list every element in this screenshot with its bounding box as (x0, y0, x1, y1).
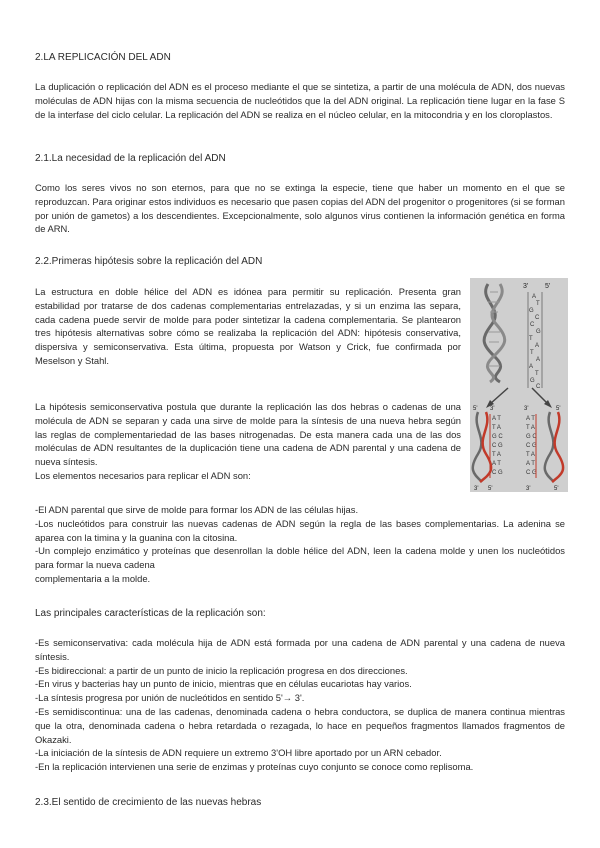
base-letter: T (536, 301, 540, 307)
base-letter: T (529, 336, 533, 342)
characteristics-list (35, 636, 565, 774)
base-letter: T (535, 371, 539, 377)
list-item: -En virus y bacterias hay un punto de inicio, mientras que en células eucariotas hay varios. (35, 678, 412, 690)
section-title-2-1: 2.1.La necesidad de la replicación del ADN (35, 153, 226, 164)
list-item: -Los nucleótidos para construir las nuevas cadenas de ADN según la regla de las bases complementarias. La adenina se aparea con la timina y la guanina con la citosina. (35, 517, 565, 543)
base-pair: T A (492, 425, 501, 431)
right-label-3prime: 3' (524, 406, 529, 412)
list-item: -Un complejo enzimático y proteínas que desenrollan la doble hélice del ADN, leen la cadena molde y unen los nucleótidos para formar la nueva cadena (35, 545, 565, 571)
dna-replication-diagram (470, 278, 568, 492)
list-item: -Es bidireccional: a partir de un punto de inicio la replicación progresa en dos direcciones. (35, 664, 408, 676)
top-label-3prime: 3' (523, 283, 529, 290)
base-letter: A (532, 294, 537, 300)
semiconservative-paragraph (35, 400, 461, 483)
characteristics-intro: Las principales características de la replicación son: (35, 608, 266, 619)
list-item: -La iniciación de la síntesis de ADN requiere un extremo 3'OH libre aportado por un ARN cebador. (35, 747, 442, 759)
right-label-5prime: 5' (556, 406, 561, 412)
section-title-2-2: 2.2.Primeras hipótesis sobre la replicación del ADN (35, 256, 263, 267)
base-pair: C G (526, 470, 537, 476)
base-letter: G (529, 308, 534, 314)
elements-intro: Los elementos necesarios para replicar el ADN son: (35, 469, 251, 481)
base-letter: C (536, 384, 541, 390)
list-item: complementaria a la molde. (35, 572, 151, 584)
base-pair: A T (526, 461, 535, 467)
base-pair: C G (492, 470, 503, 476)
hypotheses-paragraph: La estructura en doble hélice del ADN es idónea para permitir su replicación. Presenta gran estabilidad por tratarse de dos cadenas complementarias entrelazadas, y si un enzima las separa, cada cadena puede servir de molde para poder sintetizar la cadena complementaria. Se plantearon tres hipótesis alternativas sobre cómo se realizaba la replicación del ADN: hipótesis conservativa, dispersiva y semiconservativa. Esta última, propuesta por Watson y Crick, fue confirmada por Meselson y Stahl. (35, 286, 461, 366)
bottom-label: 5' (554, 486, 559, 492)
base-pair: C G (492, 443, 503, 449)
semiconservative-text: La hipótesis semiconservativa postula que durante la replicación las dos hebras o cadenas de una molécula de ADN se separan y cada una sirve de molde para la síntesis de una nueva hebra según las reglas de complementariedad de las bases nitrogenadas. De esta manera cada una de las dos moléculas de ADN resultantes de la duplicación tiene una cadena de ADN parental y una cadena de nueva síntesis. (35, 401, 461, 468)
base-pair: G C (492, 434, 503, 440)
list-item: -El ADN parental que sirve de molde para formar los ADN de las células hijas. (35, 504, 359, 515)
base-letter: C (535, 315, 540, 321)
base-letter: A (536, 357, 541, 363)
base-letter: A (529, 364, 534, 370)
base-letter: G (536, 329, 541, 335)
list-item: -En la replicación intervienen una serie de enzimas y proteínas cuyo conjunto se conoce como replisoma. (35, 761, 474, 773)
figure-background (470, 278, 568, 492)
base-letter: T (530, 350, 534, 356)
base-pair: A T (526, 416, 535, 422)
base-pair: A T (492, 416, 501, 422)
base-pair: T A (526, 425, 535, 431)
base-letter: A (535, 343, 540, 349)
elements-list (35, 503, 565, 586)
list-item: -La síntesis progresa por unión de nucleótidos en sentido 5'→ 3'. (35, 692, 305, 704)
bottom-label: 3' (474, 486, 479, 492)
base-letter: G (530, 378, 535, 384)
bottom-label: 3' (526, 486, 531, 492)
base-letter: C (530, 322, 535, 328)
base-pair: C G (526, 443, 537, 449)
left-label-3prime: 3' (490, 406, 495, 412)
list-item: -Es semidiscontinua: una de las cadenas, denominada cadena o hebra conductora, se duplica de manera continua mientras que la otra, denominada cadena o hebra retardada o rezagada, lo hace en pequeños fragmentos llamados fragmentos de Okazaki. (35, 705, 565, 745)
base-pair: G C (526, 434, 537, 440)
section-title-2-3: 2.3.El sentido de crecimiento de las nuevas hebras (35, 797, 262, 808)
base-pair: T A (526, 452, 535, 458)
intro-paragraph: La duplicación o replicación del ADN es el proceso mediante el que se sintetiza, a partir de una molécula de ADN, dos nuevas moléculas de ADN hijas con la misma secuencia de nucleótidos que la del ADN original. La replicación tiene lugar en la fase S de la interfase del ciclo celular. La replicación del ADN se realiza en el núcleo celular, en la mitocondria y en los cloroplastos. (35, 81, 565, 120)
dna-replication-figure (470, 278, 568, 492)
left-label-5prime: 5' (473, 406, 478, 412)
necessity-paragraph: Como los seres vivos no son eternos, para que no se extinga la especie, tiene que haber un momento en el que se reproduzcan. Para originar estos individuos es necesario que pasen copias del ADN del progenitor o progenitores (si se forman por unión de gametos) a los descendientes. Excepcionalmente, solo algunos virus contienen la información genética en forma de ARN. (35, 182, 565, 235)
base-pair: T A (492, 452, 501, 458)
section-title-2: 2.LA REPLICACIÓN DEL ADN (35, 52, 171, 63)
top-label-5prime: 5' (545, 283, 551, 290)
bottom-label: 5' (488, 486, 493, 492)
base-pair: A T (492, 461, 501, 467)
list-item: -Es semiconservativa: cada molécula hija de ADN está formada por una cadena de ADN parental y una cadena de nueva síntesis. (35, 637, 565, 662)
